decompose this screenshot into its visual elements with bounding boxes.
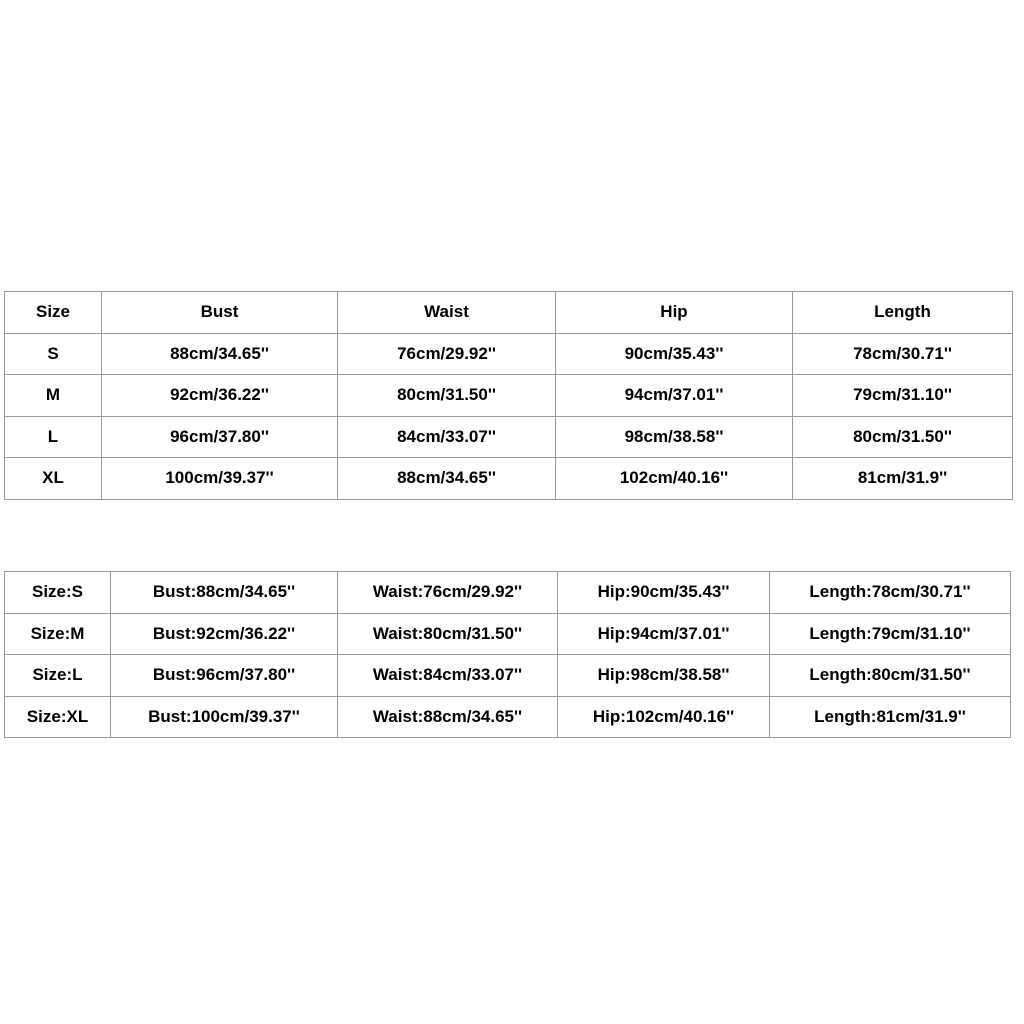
- table-cell: 84cm/33.07'': [338, 416, 556, 458]
- table-cell: Size:L: [5, 655, 111, 697]
- header-cell: Hip: [556, 292, 793, 334]
- table-cell: 98cm/38.58'': [556, 416, 793, 458]
- table-row: [5, 613, 1011, 655]
- table-cell: Bust:92cm/36.22'': [111, 613, 338, 655]
- table-row: [5, 655, 1011, 697]
- table-cell: Hip:94cm/37.01'': [558, 613, 770, 655]
- table-row: [5, 333, 1013, 375]
- size-chart-labeled-table: [4, 571, 1011, 738]
- table-cell: Waist:80cm/31.50'': [338, 613, 558, 655]
- table-cell: 88cm/34.65'': [102, 333, 338, 375]
- table-cell: Size:S: [5, 572, 111, 614]
- header-cell: Bust: [102, 292, 338, 334]
- table-cell: S: [5, 333, 102, 375]
- table-cell: XL: [5, 458, 102, 500]
- table-cell: 78cm/30.71'': [793, 333, 1013, 375]
- table-cell: Bust:96cm/37.80'': [111, 655, 338, 697]
- table-cell: Size:M: [5, 613, 111, 655]
- table-cell: Hip:98cm/38.58'': [558, 655, 770, 697]
- table-cell: 100cm/39.37'': [102, 458, 338, 500]
- header-cell: Size: [5, 292, 102, 334]
- table-cell: 88cm/34.65'': [338, 458, 556, 500]
- table-cell: Bust:88cm/34.65'': [111, 572, 338, 614]
- table-cell: 92cm/36.22'': [102, 375, 338, 417]
- table-cell: 79cm/31.10'': [793, 375, 1013, 417]
- table-cell: 96cm/37.80'': [102, 416, 338, 458]
- table-row: [5, 572, 1011, 614]
- header-cell: Waist: [338, 292, 556, 334]
- table-cell: 76cm/29.92'': [338, 333, 556, 375]
- table-cell: 81cm/31.9'': [793, 458, 1013, 500]
- table-cell: Waist:76cm/29.92'': [338, 572, 558, 614]
- table-cell: 90cm/35.43'': [556, 333, 793, 375]
- table-cell: M: [5, 375, 102, 417]
- table-row: [5, 416, 1013, 458]
- table-row: [5, 375, 1013, 417]
- table-cell: Bust:100cm/39.37'': [111, 696, 338, 738]
- table-cell: Length:78cm/30.71'': [770, 572, 1011, 614]
- table-row: [5, 458, 1013, 500]
- table-cell: Length:79cm/31.10'': [770, 613, 1011, 655]
- table-cell: Waist:88cm/34.65'': [338, 696, 558, 738]
- table-cell: Hip:90cm/35.43'': [558, 572, 770, 614]
- table-cell: L: [5, 416, 102, 458]
- table-cell: Length:81cm/31.9'': [770, 696, 1011, 738]
- table-cell: 94cm/37.01'': [556, 375, 793, 417]
- table-header-row: [5, 292, 1013, 334]
- table-cell: 80cm/31.50'': [338, 375, 556, 417]
- table-cell: Length:80cm/31.50'': [770, 655, 1011, 697]
- header-cell: Length: [793, 292, 1013, 334]
- table-row: [5, 696, 1011, 738]
- table-cell: 102cm/40.16'': [556, 458, 793, 500]
- table-cell: Size:XL: [5, 696, 111, 738]
- size-chart-table: [4, 291, 1013, 500]
- table-cell: Hip:102cm/40.16'': [558, 696, 770, 738]
- table-cell: 80cm/31.50'': [793, 416, 1013, 458]
- table-cell: Waist:84cm/33.07'': [338, 655, 558, 697]
